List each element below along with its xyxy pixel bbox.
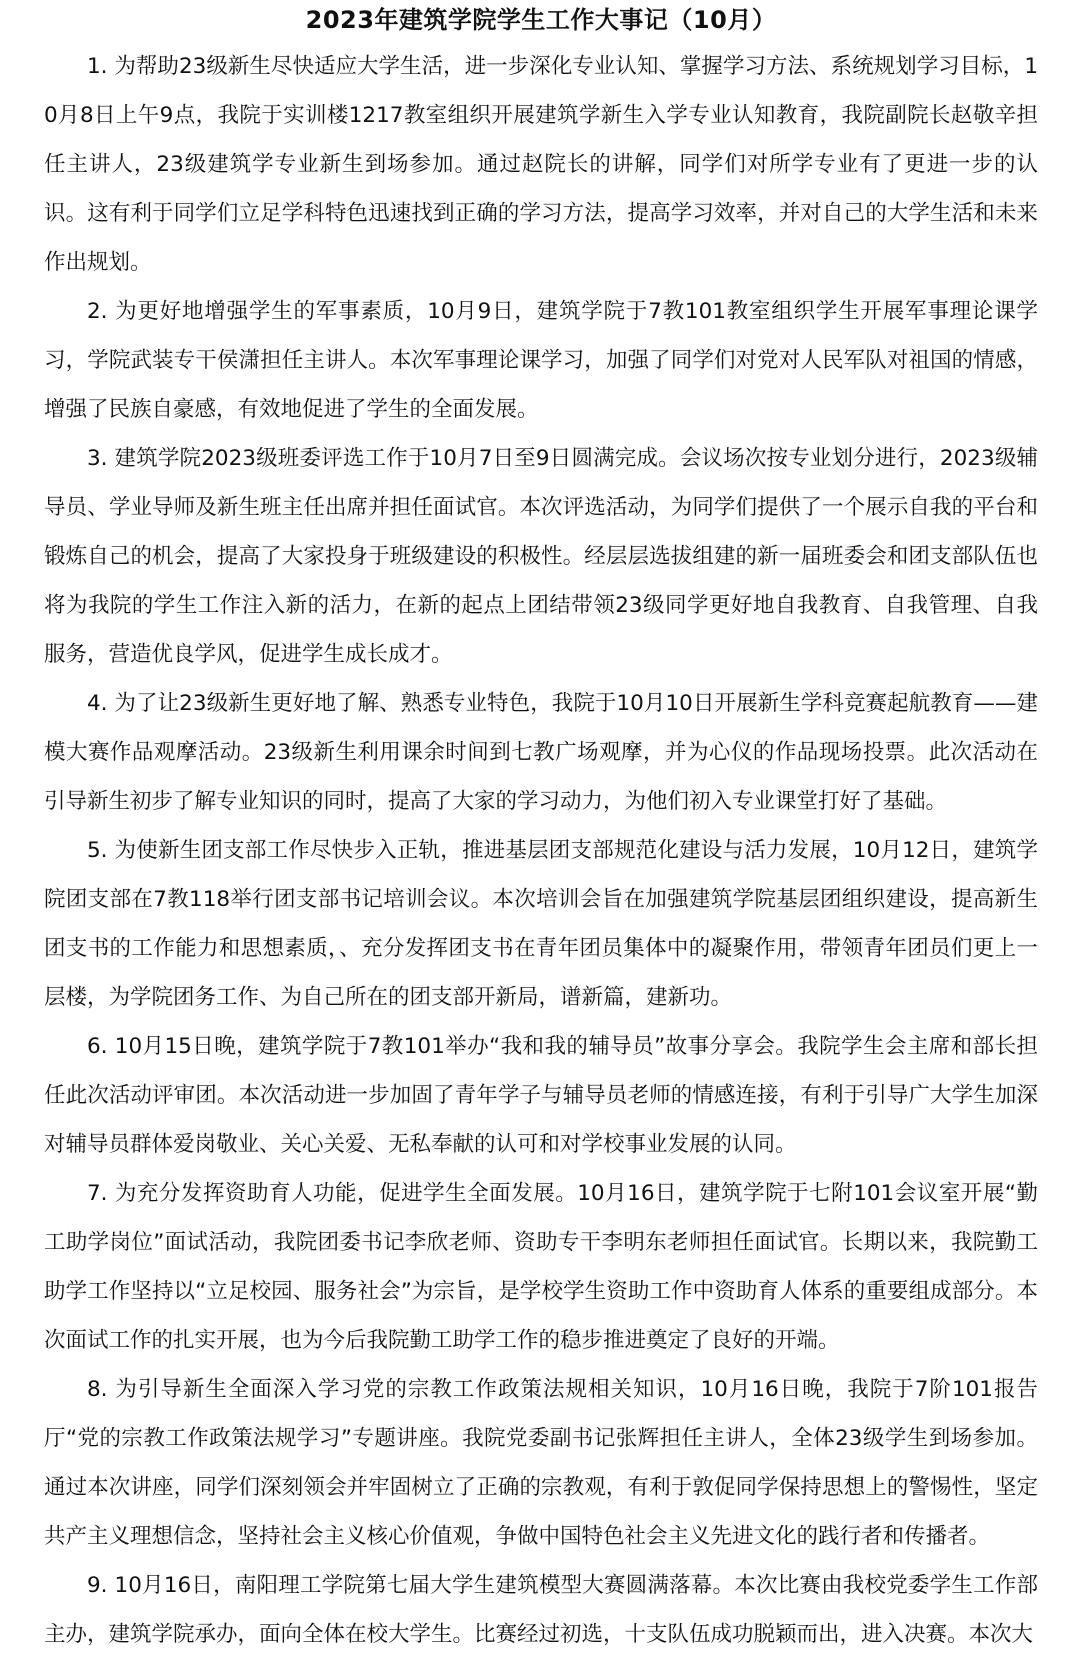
paragraph-8: 8. 为引导新生全面深入学习党的宗教工作政策法规相关知识，10月16日晚，我院于7阶101报告厅“党的宗教工作政策法规学习”专题讲座。我院党委副书记张辉担任主讲人，全体23级学生到场参加。通过本次讲座，同学们深刻领会并牢固树立了正确的宗教观，有利于敦促同学保持思想上的警惕性，坚定共产主义理想信念，坚持社会主义核心价值观，争做中国特色社会主义先进文化的践行者和传播者。	[44, 1377, 1038, 1549]
paragraph-7: 7. 为充分发挥资助育人功能，促进学生全面发展。10月16日，建筑学院于七附101会议室开展“勤工助学岗位”面试活动，我院团委书记李欣老师、资助专干李明东老师担任面试官。长期以来，我院勤工助学工作坚持以“立足校园、服务社会”为宗旨，是学校学生资助工作中资助育人体系的重要组成部分。本次面试工作的扎实开展，也为今后我院勤工助学工作的稳步推进奠定了良好的开端。	[44, 1181, 1038, 1353]
paragraph-4: 4. 为了让23级新生更好地了解、熟悉专业特色，我院于10月10日开展新生学科竞赛起航教育——建模大赛作品观摩活动。23级新生利用课余时间到七教广场观摩，并为心仪的作品现场投票。此次活动在引导新生初步了解专业知识的同时，提高了大家的学习动力，为他们初入专业课堂打好了基础。	[44, 691, 1038, 814]
paragraph-1: 1. 为帮助23级新生尽快适应大学生活，进一步深化专业认知、掌握学习方法、系统规划学习目标，10月8日上午9点，我院于实训楼1217教室组织开展建筑学新生入学专业认知教育，我院副院长赵敬辛担任主讲人，23级建筑学专业新生到场参加。通过赵院长的讲解，同学们对所学专业有了更进一步的认识。这有利于同学们立足学科特色迅速找到正确的学习方法，提高学习效率，并对自己的大学生活和未来作出规划。	[44, 54, 1038, 275]
paragraph-2: 2. 为更好地增强学生的军事素质，10月9日，建筑学院于7教101教室组织学生开展军事理论课学习，学院武装专干侯潇担任主讲人。本次军事理论课学习，加强了同学们对党对人民军队对祖国的情感，增强了民族自豪感，有效地促进了学生的全面发展。	[44, 299, 1038, 422]
paragraph-9: 9. 10月16日，南阳理工学院第七届大学生建筑模型大赛圆满落幕。本次比赛由我校党委学生工作部主办，建筑学院承办，面向全体在校大学生。比赛经过初选，十支队伍成功脱颖而出，进入决赛。本次大	[44, 1573, 1038, 1647]
paragraph-3: 3. 建筑学院2023级班委评选工作于10月7日至9日圆满完成。会议场次按专业划分进行，2023级辅导员、学业导师及新生班主任出席并担任面试官。本次评选活动，为同学们提供了一个展示自我的平台和锻炼自己的机会，提高了大家投身于班级建设的积极性。经层层选拔组建的新一届班委会和团支部队伍也将为我院的学生工作注入新的活力，在新的起点上团结带领23级同学更好地自我教育、自我管理、自我服务，营造优良学风，促进学生成长成才。	[44, 446, 1038, 667]
paragraph-5: 5. 为使新生团支部工作尽快步入正轨，推进基层团支部规范化建设与活力发展，10月12日，建筑学院团支部在7教118举行团支部书记培训会议。本次培训会旨在加强建筑学院基层团组织建设，提高新生团支书的工作能力和思想素质，、充分发挥团支书在青年团员集体中的凝聚作用，带领青年团员们更上一层楼，为学院团务工作、为自己所在的团支部开新局，谱新篇，建新功。	[44, 838, 1038, 1010]
paragraph-6: 6. 10月15日晚，建筑学院于7教101举办“我和我的辅导员”故事分享会。我院学生会主席和部长担任此次活动评审团。本次活动进一步加固了青年学子与辅导员老师的情感连接，有利于引导广大学生加深对辅导员群体爱岗敬业、关心关爱、无私奉献的认可和对学校事业发展的认同。	[44, 1034, 1038, 1157]
document-title: 2023年建筑学院学生工作大事记（10月）	[305, 6, 777, 34]
